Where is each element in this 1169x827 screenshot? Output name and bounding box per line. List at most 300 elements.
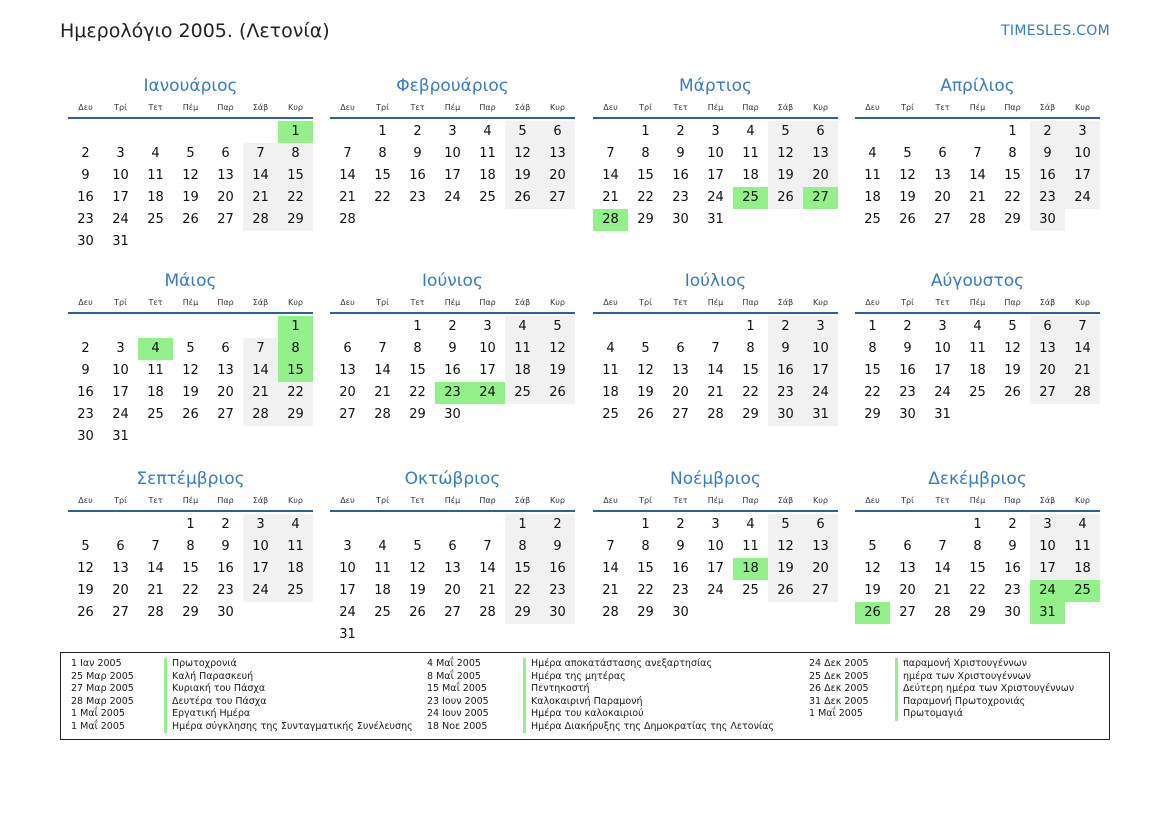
day-cell[interactable]: 11 bbox=[147, 168, 164, 183]
day-cell[interactable]: 23 bbox=[768, 382, 803, 404]
day-cell[interactable]: 2 bbox=[768, 316, 803, 338]
day-cell[interactable]: 14 bbox=[243, 360, 278, 382]
day-cell[interactable]: 15 bbox=[182, 561, 199, 576]
day-cell[interactable]: 4 bbox=[378, 539, 387, 554]
day-cell[interactable]: 21 bbox=[969, 190, 986, 205]
day-cell[interactable]: 9 bbox=[540, 536, 575, 558]
holiday-day-cell[interactable]: 23 bbox=[435, 382, 470, 404]
day-cell[interactable]: 25 bbox=[147, 212, 164, 227]
day-cell[interactable]: 11 bbox=[602, 363, 619, 378]
day-cell[interactable]: 10 bbox=[934, 341, 951, 356]
day-cell[interactable]: 20 bbox=[1030, 360, 1065, 382]
holiday-day-cell[interactable]: 8 bbox=[278, 338, 313, 360]
day-cell[interactable]: 12 bbox=[77, 561, 94, 576]
day-cell[interactable]: 3 bbox=[483, 319, 492, 334]
day-cell[interactable]: 4 bbox=[746, 124, 755, 139]
day-cell[interactable]: 30 bbox=[77, 234, 94, 249]
day-cell[interactable]: 19 bbox=[768, 165, 803, 187]
day-cell[interactable]: 7 bbox=[343, 146, 352, 161]
day-cell[interactable]: 1 bbox=[1008, 124, 1017, 139]
holiday-day-cell[interactable]: 1 bbox=[278, 316, 313, 338]
day-cell[interactable]: 8 bbox=[973, 539, 982, 554]
day-cell[interactable]: 6 bbox=[803, 514, 838, 536]
day-cell[interactable]: 13 bbox=[803, 536, 838, 558]
day-cell[interactable]: 27 bbox=[217, 407, 234, 422]
holiday-day-cell[interactable]: 4 bbox=[138, 338, 173, 360]
day-cell[interactable]: 27 bbox=[803, 580, 838, 602]
holiday-day-cell[interactable]: 1 bbox=[278, 121, 313, 143]
day-cell[interactable]: 16 bbox=[672, 168, 689, 183]
day-cell[interactable]: 21 bbox=[147, 583, 164, 598]
day-cell[interactable]: 13 bbox=[803, 143, 838, 165]
day-cell[interactable]: 27 bbox=[339, 407, 356, 422]
day-cell[interactable]: 19 bbox=[637, 385, 654, 400]
day-cell[interactable]: 12 bbox=[505, 143, 540, 165]
day-cell[interactable]: 2 bbox=[1008, 517, 1017, 532]
day-cell[interactable]: 17 bbox=[112, 190, 129, 205]
day-cell[interactable]: 17 bbox=[707, 168, 724, 183]
day-cell[interactable]: 17 bbox=[803, 360, 838, 382]
day-cell[interactable]: 2 bbox=[676, 124, 685, 139]
day-cell[interactable]: 14 bbox=[339, 168, 356, 183]
day-cell[interactable]: 8 bbox=[378, 146, 387, 161]
day-cell[interactable]: 24 bbox=[707, 190, 724, 205]
day-cell[interactable]: 17 bbox=[243, 558, 278, 580]
day-cell[interactable]: 11 bbox=[479, 146, 496, 161]
day-cell[interactable]: 26 bbox=[505, 187, 540, 209]
day-cell[interactable]: 20 bbox=[934, 190, 951, 205]
brand-link[interactable]: TIMESLES.COM bbox=[1001, 23, 1110, 39]
day-cell[interactable]: 5 bbox=[81, 539, 90, 554]
day-cell[interactable]: 4 bbox=[278, 514, 313, 536]
day-cell[interactable]: 7 bbox=[973, 146, 982, 161]
day-cell[interactable]: 7 bbox=[243, 338, 278, 360]
day-cell[interactable]: 21 bbox=[602, 190, 619, 205]
day-cell[interactable]: 5 bbox=[641, 341, 650, 356]
day-cell[interactable]: 16 bbox=[540, 558, 575, 580]
day-cell[interactable]: 28 bbox=[934, 605, 951, 620]
day-cell[interactable]: 15 bbox=[864, 363, 881, 378]
day-cell[interactable]: 12 bbox=[540, 338, 575, 360]
holiday-day-cell[interactable]: 15 bbox=[278, 360, 313, 382]
day-cell[interactable]: 12 bbox=[1004, 341, 1021, 356]
day-cell[interactable]: 4 bbox=[505, 316, 540, 338]
day-cell[interactable]: 14 bbox=[969, 168, 986, 183]
day-cell[interactable]: 11 bbox=[278, 536, 313, 558]
day-cell[interactable]: 19 bbox=[540, 360, 575, 382]
day-cell[interactable]: 15 bbox=[969, 561, 986, 576]
day-cell[interactable]: 20 bbox=[540, 165, 575, 187]
day-cell[interactable]: 19 bbox=[505, 165, 540, 187]
day-cell[interactable]: 24 bbox=[112, 407, 129, 422]
day-cell[interactable]: 8 bbox=[505, 536, 540, 558]
day-cell[interactable]: 22 bbox=[374, 190, 391, 205]
day-cell[interactable]: 11 bbox=[969, 341, 986, 356]
day-cell[interactable]: 14 bbox=[147, 561, 164, 576]
holiday-day-cell[interactable]: 18 bbox=[733, 558, 768, 580]
day-cell[interactable]: 13 bbox=[934, 168, 951, 183]
day-cell[interactable]: 29 bbox=[409, 407, 426, 422]
day-cell[interactable]: 14 bbox=[243, 165, 278, 187]
day-cell[interactable]: 16 bbox=[899, 363, 916, 378]
day-cell[interactable]: 25 bbox=[969, 385, 986, 400]
day-cell[interactable]: 31 bbox=[934, 407, 951, 422]
day-cell[interactable]: 19 bbox=[77, 583, 94, 598]
day-cell[interactable]: 8 bbox=[641, 146, 650, 161]
day-cell[interactable]: 10 bbox=[1030, 536, 1065, 558]
day-cell[interactable]: 4 bbox=[151, 146, 160, 161]
day-cell[interactable]: 19 bbox=[182, 385, 199, 400]
day-cell[interactable]: 19 bbox=[409, 583, 426, 598]
day-cell[interactable]: 18 bbox=[147, 190, 164, 205]
day-cell[interactable]: 17 bbox=[444, 168, 461, 183]
day-cell[interactable]: 21 bbox=[243, 187, 278, 209]
day-cell[interactable]: 23 bbox=[77, 407, 94, 422]
day-cell[interactable]: 11 bbox=[1065, 536, 1100, 558]
day-cell[interactable]: 2 bbox=[413, 124, 422, 139]
day-cell[interactable]: 29 bbox=[864, 407, 881, 422]
day-cell[interactable]: 2 bbox=[81, 146, 90, 161]
day-cell[interactable]: 22 bbox=[864, 385, 881, 400]
day-cell[interactable]: 21 bbox=[479, 583, 496, 598]
day-cell[interactable]: 24 bbox=[1065, 187, 1100, 209]
day-cell[interactable]: 8 bbox=[278, 143, 313, 165]
day-cell[interactable]: 5 bbox=[1008, 319, 1017, 334]
day-cell[interactable]: 12 bbox=[864, 561, 881, 576]
day-cell[interactable]: 25 bbox=[864, 212, 881, 227]
day-cell[interactable]: 24 bbox=[243, 580, 278, 602]
day-cell[interactable]: 23 bbox=[899, 385, 916, 400]
day-cell[interactable]: 24 bbox=[803, 382, 838, 404]
day-cell[interactable]: 9 bbox=[81, 168, 90, 183]
day-cell[interactable]: 5 bbox=[186, 146, 195, 161]
day-cell[interactable]: 9 bbox=[413, 146, 422, 161]
day-cell[interactable]: 24 bbox=[444, 190, 461, 205]
day-cell[interactable]: 17 bbox=[112, 385, 129, 400]
day-cell[interactable]: 6 bbox=[1030, 316, 1065, 338]
day-cell[interactable]: 29 bbox=[182, 605, 199, 620]
day-cell[interactable]: 22 bbox=[278, 187, 313, 209]
day-cell[interactable]: 28 bbox=[339, 212, 356, 227]
day-cell[interactable]: 1 bbox=[973, 517, 982, 532]
day-cell[interactable]: 18 bbox=[147, 385, 164, 400]
day-cell[interactable]: 29 bbox=[742, 407, 759, 422]
day-cell[interactable]: 11 bbox=[864, 168, 881, 183]
day-cell[interactable]: 27 bbox=[540, 187, 575, 209]
day-cell[interactable]: 18 bbox=[479, 168, 496, 183]
day-cell[interactable]: 18 bbox=[374, 583, 391, 598]
day-cell[interactable]: 4 bbox=[868, 146, 877, 161]
day-cell[interactable]: 28 bbox=[602, 605, 619, 620]
day-cell[interactable]: 1 bbox=[413, 319, 422, 334]
day-cell[interactable]: 29 bbox=[637, 212, 654, 227]
day-cell[interactable]: 7 bbox=[378, 341, 387, 356]
day-cell[interactable]: 30 bbox=[768, 404, 803, 426]
day-cell[interactable]: 23 bbox=[77, 212, 94, 227]
day-cell[interactable]: 3 bbox=[343, 539, 352, 554]
day-cell[interactable]: 3 bbox=[243, 514, 278, 536]
day-cell[interactable]: 4 bbox=[746, 517, 755, 532]
day-cell[interactable]: 26 bbox=[1004, 385, 1021, 400]
day-cell[interactable]: 9 bbox=[903, 341, 912, 356]
day-cell[interactable]: 18 bbox=[969, 363, 986, 378]
day-cell[interactable]: 1 bbox=[641, 517, 650, 532]
holiday-day-cell[interactable]: 24 bbox=[1030, 580, 1065, 602]
day-cell[interactable]: 22 bbox=[969, 583, 986, 598]
day-cell[interactable]: 14 bbox=[934, 561, 951, 576]
day-cell[interactable]: 12 bbox=[182, 168, 199, 183]
day-cell[interactable]: 28 bbox=[243, 404, 278, 426]
day-cell[interactable]: 28 bbox=[243, 209, 278, 231]
day-cell[interactable]: 9 bbox=[448, 341, 457, 356]
day-cell[interactable]: 8 bbox=[413, 341, 422, 356]
day-cell[interactable]: 27 bbox=[899, 605, 916, 620]
day-cell[interactable]: 3 bbox=[938, 319, 947, 334]
day-cell[interactable]: 3 bbox=[803, 316, 838, 338]
day-cell[interactable]: 27 bbox=[444, 605, 461, 620]
day-cell[interactable]: 16 bbox=[444, 363, 461, 378]
day-cell[interactable]: 30 bbox=[444, 407, 461, 422]
day-cell[interactable]: 16 bbox=[1030, 165, 1065, 187]
day-cell[interactable]: 30 bbox=[672, 212, 689, 227]
day-cell[interactable]: 1 bbox=[378, 124, 387, 139]
day-cell[interactable]: 7 bbox=[606, 539, 615, 554]
day-cell[interactable]: 16 bbox=[217, 561, 234, 576]
day-cell[interactable]: 20 bbox=[672, 385, 689, 400]
day-cell[interactable]: 6 bbox=[221, 146, 230, 161]
holiday-day-cell[interactable]: 31 bbox=[1030, 602, 1065, 624]
day-cell[interactable]: 4 bbox=[606, 341, 615, 356]
day-cell[interactable]: 17 bbox=[934, 363, 951, 378]
day-cell[interactable]: 5 bbox=[505, 121, 540, 143]
day-cell[interactable]: 25 bbox=[374, 605, 391, 620]
day-cell[interactable]: 19 bbox=[864, 583, 881, 598]
day-cell[interactable]: 6 bbox=[903, 539, 912, 554]
day-cell[interactable]: 27 bbox=[112, 605, 129, 620]
day-cell[interactable]: 27 bbox=[672, 407, 689, 422]
day-cell[interactable]: 3 bbox=[116, 146, 125, 161]
day-cell[interactable]: 31 bbox=[803, 404, 838, 426]
day-cell[interactable]: 22 bbox=[409, 385, 426, 400]
day-cell[interactable]: 13 bbox=[540, 143, 575, 165]
day-cell[interactable]: 16 bbox=[1004, 561, 1021, 576]
day-cell[interactable]: 17 bbox=[1065, 165, 1100, 187]
day-cell[interactable]: 16 bbox=[77, 385, 94, 400]
day-cell[interactable]: 9 bbox=[1008, 539, 1017, 554]
day-cell[interactable]: 27 bbox=[217, 212, 234, 227]
day-cell[interactable]: 25 bbox=[602, 407, 619, 422]
day-cell[interactable]: 10 bbox=[1065, 143, 1100, 165]
day-cell[interactable]: 20 bbox=[339, 385, 356, 400]
day-cell[interactable]: 10 bbox=[707, 146, 724, 161]
day-cell[interactable]: 1 bbox=[868, 319, 877, 334]
holiday-day-cell[interactable]: 26 bbox=[855, 602, 890, 624]
day-cell[interactable]: 17 bbox=[479, 363, 496, 378]
day-cell[interactable]: 25 bbox=[505, 382, 540, 404]
day-cell[interactable]: 30 bbox=[217, 605, 234, 620]
day-cell[interactable]: 8 bbox=[746, 341, 755, 356]
day-cell[interactable]: 5 bbox=[413, 539, 422, 554]
day-cell[interactable]: 20 bbox=[112, 583, 129, 598]
day-cell[interactable]: 18 bbox=[1065, 558, 1100, 580]
day-cell[interactable]: 7 bbox=[151, 539, 160, 554]
day-cell[interactable]: 3 bbox=[711, 517, 720, 532]
day-cell[interactable]: 10 bbox=[444, 146, 461, 161]
day-cell[interactable]: 22 bbox=[637, 583, 654, 598]
day-cell[interactable]: 9 bbox=[768, 338, 803, 360]
day-cell[interactable]: 6 bbox=[676, 341, 685, 356]
day-cell[interactable]: 30 bbox=[672, 605, 689, 620]
day-cell[interactable]: 2 bbox=[903, 319, 912, 334]
day-cell[interactable]: 18 bbox=[278, 558, 313, 580]
day-cell[interactable]: 15 bbox=[1004, 168, 1021, 183]
day-cell[interactable]: 11 bbox=[374, 561, 391, 576]
day-cell[interactable]: 11 bbox=[147, 363, 164, 378]
day-cell[interactable]: 15 bbox=[742, 363, 759, 378]
day-cell[interactable]: 9 bbox=[221, 539, 230, 554]
day-cell[interactable]: 20 bbox=[803, 165, 838, 187]
day-cell[interactable]: 30 bbox=[1030, 209, 1065, 231]
day-cell[interactable]: 23 bbox=[1004, 583, 1021, 598]
day-cell[interactable]: 31 bbox=[707, 212, 724, 227]
day-cell[interactable]: 22 bbox=[505, 580, 540, 602]
day-cell[interactable]: 3 bbox=[116, 341, 125, 356]
day-cell[interactable]: 19 bbox=[899, 190, 916, 205]
day-cell[interactable]: 17 bbox=[1030, 558, 1065, 580]
day-cell[interactable]: 21 bbox=[602, 583, 619, 598]
day-cell[interactable]: 12 bbox=[768, 536, 803, 558]
day-cell[interactable]: 10 bbox=[243, 536, 278, 558]
day-cell[interactable]: 24 bbox=[707, 583, 724, 598]
day-cell[interactable]: 29 bbox=[1004, 212, 1021, 227]
day-cell[interactable]: 9 bbox=[676, 146, 685, 161]
day-cell[interactable]: 12 bbox=[899, 168, 916, 183]
day-cell[interactable]: 31 bbox=[339, 627, 356, 642]
holiday-day-cell[interactable]: 24 bbox=[470, 382, 505, 404]
day-cell[interactable]: 4 bbox=[483, 124, 492, 139]
day-cell[interactable]: 13 bbox=[112, 561, 129, 576]
day-cell[interactable]: 25 bbox=[147, 407, 164, 422]
day-cell[interactable]: 5 bbox=[540, 316, 575, 338]
day-cell[interactable]: 18 bbox=[742, 168, 759, 183]
day-cell[interactable]: 9 bbox=[676, 539, 685, 554]
day-cell[interactable]: 26 bbox=[182, 407, 199, 422]
day-cell[interactable]: 22 bbox=[182, 583, 199, 598]
day-cell[interactable]: 11 bbox=[742, 539, 759, 554]
day-cell[interactable]: 29 bbox=[278, 404, 313, 426]
day-cell[interactable]: 23 bbox=[672, 583, 689, 598]
day-cell[interactable]: 10 bbox=[112, 363, 129, 378]
day-cell[interactable]: 17 bbox=[707, 561, 724, 576]
day-cell[interactable]: 9 bbox=[1030, 143, 1065, 165]
day-cell[interactable]: 1 bbox=[505, 514, 540, 536]
day-cell[interactable]: 10 bbox=[339, 561, 356, 576]
day-cell[interactable]: 23 bbox=[540, 580, 575, 602]
day-cell[interactable]: 26 bbox=[182, 212, 199, 227]
day-cell[interactable]: 1 bbox=[186, 517, 195, 532]
day-cell[interactable]: 22 bbox=[637, 190, 654, 205]
day-cell[interactable]: 12 bbox=[409, 561, 426, 576]
day-cell[interactable]: 9 bbox=[81, 363, 90, 378]
day-cell[interactable]: 22 bbox=[278, 382, 313, 404]
day-cell[interactable]: 6 bbox=[540, 121, 575, 143]
day-cell[interactable]: 8 bbox=[868, 341, 877, 356]
day-cell[interactable]: 1 bbox=[746, 319, 755, 334]
day-cell[interactable]: 15 bbox=[278, 165, 313, 187]
day-cell[interactable]: 30 bbox=[77, 429, 94, 444]
day-cell[interactable]: 15 bbox=[637, 168, 654, 183]
day-cell[interactable]: 28 bbox=[374, 407, 391, 422]
day-cell[interactable]: 13 bbox=[1030, 338, 1065, 360]
day-cell[interactable]: 5 bbox=[768, 121, 803, 143]
day-cell[interactable]: 13 bbox=[217, 363, 234, 378]
day-cell[interactable]: 19 bbox=[768, 558, 803, 580]
day-cell[interactable]: 6 bbox=[938, 146, 947, 161]
day-cell[interactable]: 16 bbox=[409, 168, 426, 183]
day-cell[interactable]: 23 bbox=[217, 583, 234, 598]
day-cell[interactable]: 4 bbox=[1065, 514, 1100, 536]
day-cell[interactable]: 6 bbox=[221, 341, 230, 356]
holiday-day-cell[interactable]: 25 bbox=[1065, 580, 1100, 602]
day-cell[interactable]: 12 bbox=[637, 363, 654, 378]
day-cell[interactable]: 28 bbox=[969, 212, 986, 227]
day-cell[interactable]: 7 bbox=[243, 143, 278, 165]
day-cell[interactable]: 11 bbox=[742, 146, 759, 161]
day-cell[interactable]: 26 bbox=[409, 605, 426, 620]
day-cell[interactable]: 13 bbox=[672, 363, 689, 378]
day-cell[interactable]: 15 bbox=[505, 558, 540, 580]
day-cell[interactable]: 28 bbox=[707, 407, 724, 422]
day-cell[interactable]: 24 bbox=[339, 605, 356, 620]
day-cell[interactable]: 3 bbox=[1030, 514, 1065, 536]
day-cell[interactable]: 16 bbox=[77, 190, 94, 205]
day-cell[interactable]: 14 bbox=[602, 168, 619, 183]
day-cell[interactable]: 2 bbox=[1030, 121, 1065, 143]
day-cell[interactable]: 20 bbox=[217, 385, 234, 400]
day-cell[interactable]: 26 bbox=[899, 212, 916, 227]
day-cell[interactable]: 13 bbox=[339, 363, 356, 378]
day-cell[interactable]: 20 bbox=[899, 583, 916, 598]
day-cell[interactable]: 20 bbox=[803, 558, 838, 580]
day-cell[interactable]: 25 bbox=[278, 580, 313, 602]
day-cell[interactable]: 26 bbox=[540, 382, 575, 404]
day-cell[interactable]: 6 bbox=[116, 539, 125, 554]
day-cell[interactable]: 8 bbox=[641, 539, 650, 554]
day-cell[interactable]: 30 bbox=[540, 602, 575, 624]
day-cell[interactable]: 7 bbox=[938, 539, 947, 554]
day-cell[interactable]: 5 bbox=[768, 514, 803, 536]
day-cell[interactable]: 6 bbox=[343, 341, 352, 356]
day-cell[interactable]: 29 bbox=[278, 209, 313, 231]
day-cell[interactable]: 20 bbox=[444, 583, 461, 598]
day-cell[interactable]: 1 bbox=[641, 124, 650, 139]
day-cell[interactable]: 20 bbox=[217, 190, 234, 205]
day-cell[interactable]: 21 bbox=[707, 385, 724, 400]
day-cell[interactable]: 22 bbox=[1004, 190, 1021, 205]
day-cell[interactable]: 26 bbox=[637, 407, 654, 422]
day-cell[interactable]: 7 bbox=[483, 539, 492, 554]
day-cell[interactable]: 7 bbox=[606, 146, 615, 161]
day-cell[interactable]: 25 bbox=[742, 583, 759, 598]
day-cell[interactable]: 5 bbox=[186, 341, 195, 356]
day-cell[interactable]: 27 bbox=[934, 212, 951, 227]
day-cell[interactable]: 21 bbox=[339, 190, 356, 205]
day-cell[interactable]: 17 bbox=[339, 583, 356, 598]
day-cell[interactable]: 15 bbox=[409, 363, 426, 378]
day-cell[interactable]: 21 bbox=[374, 385, 391, 400]
day-cell[interactable]: 10 bbox=[479, 341, 496, 356]
day-cell[interactable]: 3 bbox=[711, 124, 720, 139]
